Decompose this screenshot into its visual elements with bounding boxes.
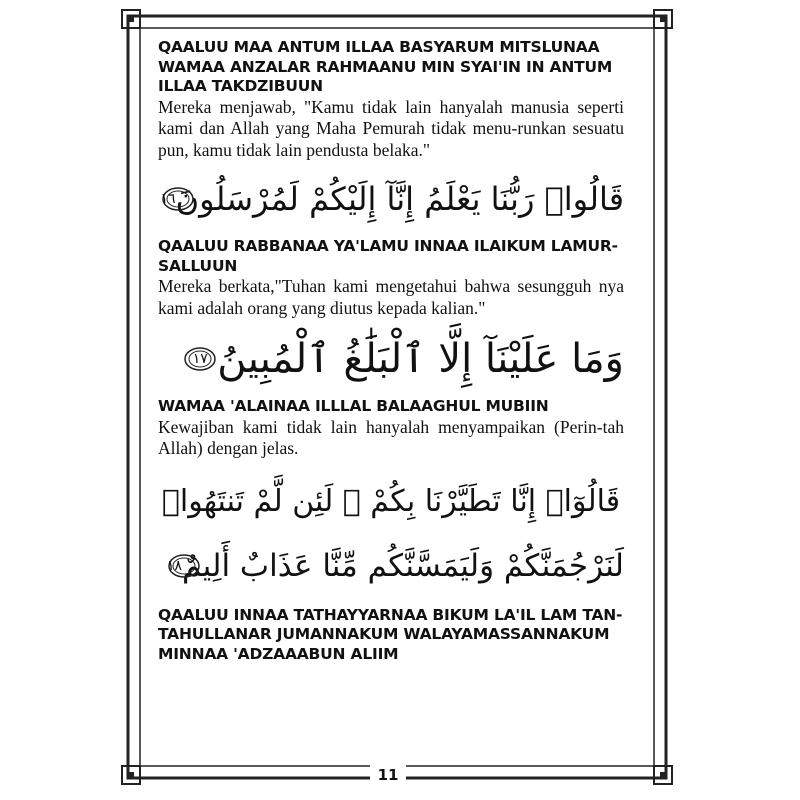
page-number: 11 — [370, 763, 406, 787]
arabic-text: قَالُوٓا۟ إِنَّا تَطَيَّرْنَا بِكُمْ ۖ لَئِن لَّمْ تَنتَهُوا۟ — [161, 483, 621, 519]
ayah-number: ١٧ — [192, 351, 208, 367]
arabic-verse-17 — [158, 329, 624, 389]
translation-17: Kewajiban kami tidak lain hanyalah menyampaikan (Perin-tah Allah) dengan jelas. — [158, 416, 624, 458]
translation-15: Mereka menjawab, "Kamu tidak lain hanyalah manusia seperti kami dan Allah yang Maha Pemurah tidak menu-runkan sesuatu pun, kamu tidak lain pendusta belaka." — [158, 96, 624, 160]
arabic-text: وَمَا عَلَيْنَآ إِلَّا ٱلْبَلَٰغُ ٱلْمُبِينُ — [217, 336, 624, 382]
arabic-text: لَنَرْجُمَنَّكُمْ وَلَيَمَسَّنَّكُم مِّنَّا عَذَابٌ أَلِيمٌ — [182, 547, 624, 584]
arabic-text: قَالُوا۟ رَبُّنَا يَعْلَمُ إِنَّآ إِلَيْكُمْ لَمُرْسَلُونَ — [175, 180, 624, 218]
ayah-number-marker-icon — [161, 185, 176, 213]
arabic-verse-18-line-1 — [158, 472, 624, 532]
page-content — [158, 38, 624, 664]
transliteration-17: WAMAA 'ALAINAA ILLLAL BALAAGHUL MUBIIN — [158, 397, 549, 415]
translation-16: Mereka berkata,"Tuhan kami mengetahui bahwa sesungguh nya kami adalah orang yang diutus kepada kalian." — [158, 276, 624, 318]
ayah-number-marker-icon — [167, 552, 182, 580]
ayah-number: ١٦ — [160, 191, 176, 207]
arabic-verse-18-line-2 — [158, 536, 624, 596]
ayah-number: ١٨ — [166, 557, 183, 574]
ayah-number-marker-icon — [183, 345, 217, 373]
transliteration-15: QAALUU MAA ANTUM ILLAA BASYARUM MITSLUNAA WAMAA ANZALAR RAHMAANU MIN SYAI'IN IN ANTUM ILLAA TAKDZIBUUN — [158, 38, 613, 95]
arabic-verse-16 — [158, 169, 624, 229]
transliteration-18: QAALUU INNAA TATHAYYARNAA BIKUM LA'IL LAM TAN-TAHULLANAR JUMANNAKUM WALAYAMASSANNAKUM MINNAA 'ADZAAABUN ALIIM — [158, 605, 623, 663]
transliteration-16: QAALUU RABBANAA YA'LAMU INNAA ILAIKUM LAMUR-SALLUUN — [158, 237, 618, 275]
